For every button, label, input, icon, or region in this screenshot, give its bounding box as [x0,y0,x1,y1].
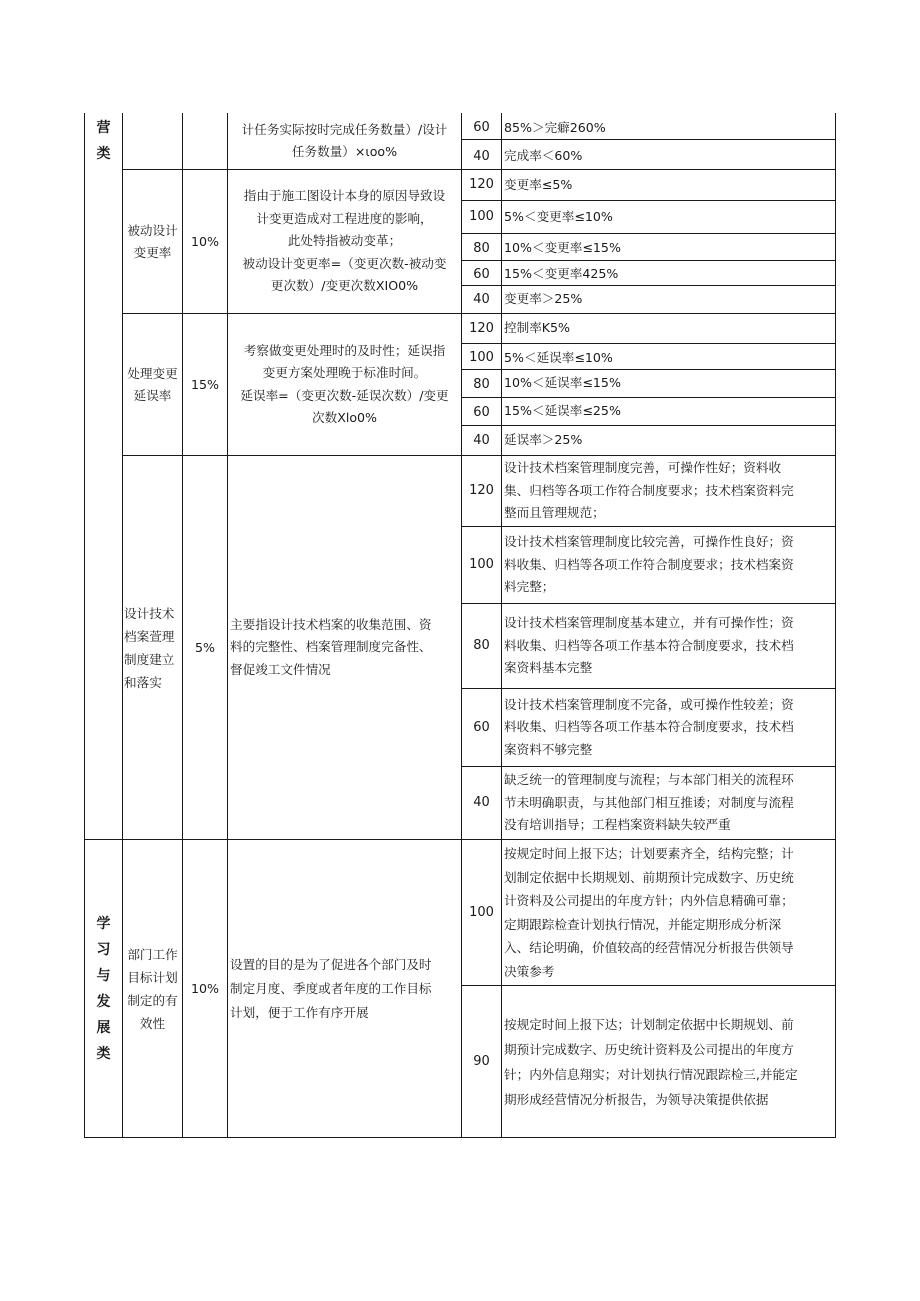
indicator-name: 设计技术 档案萱理 制度建立 和落实 [124,605,175,690]
score-value: 120 [469,483,494,498]
score-standard: 10%＜变更率≤15% [504,240,621,256]
indicator-description: 计任务实际按时完成任务数量）/设计 任务数量）×ιoo% [241,121,448,159]
score-standard: 控制率K5% [504,320,571,336]
indicator-weight: 5% [195,639,215,655]
score-standard: 15%＜延误率≤25% [504,403,621,419]
score-value: 60 [473,120,490,135]
indicator-weight: 10% [191,980,219,996]
indicator-weight: 15% [191,376,219,392]
indicator-description: 设置的目的是为了促进各个部门及时 制定月度、季度或者年度的工作目标 计划，便于工作有序开展 [230,956,432,1020]
category-operations: 营 类 [96,120,111,162]
score-standard: 变更率＞25% [504,291,583,307]
table-border-bottom [84,1137,836,1138]
indicator-description: 考察做变更处理时的及时性；延误指 变更方案处理晚于标准时间。 延误率=（变更次数-延误次数）/变更 次数Xlo0% [240,342,449,425]
score-value: 40 [473,432,490,448]
score-standard: 5%＜变更率≤10% [504,208,613,224]
score-value: 60 [473,266,490,282]
score-standard: 85%＞完癖260% [504,119,606,135]
indicator-name: 被动设计 变更率 [127,222,178,260]
score-value: 80 [473,638,490,653]
category-learning-development: 学 习 与 发 展 类 [96,915,111,1062]
indicator-description: 指由于施工图设计本身的原因导致设 计变更造成对工程进度的影响， 此处特指被动变革； 被动设计变更率=（变更次数-被动变 更次数）/变更次数XIO0% [242,188,447,294]
score-standard: 按规定时间上报下达；计划要素齐全，结构完整；计 划制定依据中长期规划、前期预计完成数字、历史统 计资料及公司提出的年度方针；内外信息精确可靠； 定期跟踪检查计划执行情况，并能定期形成分析深 入、结论明确，价值较高的经营情况分析报告供领导 决策参考 [504,846,794,979]
score-value: 60 [473,719,490,735]
score-value: 90 [473,1053,490,1069]
score-value: 120 [469,177,494,192]
indicator-name: 部门工作 目标计划 制定的有 效性 [127,946,178,1031]
score-standard: 设计技术档案管理制度比较完善，可操作性良好；资 料收集、归档等各项工作符合制度要求；技术档案资 料完整； [504,534,794,595]
score-standard: 完成率＜60% [504,148,583,164]
score-value: 40 [473,148,490,164]
score-value: 40 [473,795,490,810]
score-standard: 设计技术档案管理制度完善，可操作性好；资料收 集、归档等各项工作符合制度要求；技术档案资料完 整而且管理规范； [504,460,794,521]
score-standard: 5%＜延误率≤10% [504,349,613,365]
score-value: 120 [469,320,494,336]
indicator-name: 处理变更 延误率 [127,365,178,403]
score-value: 100 [469,904,494,920]
score-standard: 设计技术档案管理制度基本建立，并有可操作性；资 料收集、归档等各项工作基本符合制度要求，技术档 案资料基本完整 [504,615,794,676]
score-value: 100 [469,350,494,365]
score-value: 80 [473,377,490,392]
score-standard: 设计技术档案管理制度不完备，或可操作性较差；资 料收集、归档等各项工作基本符合制度要求，技术档 案资料不够完整 [504,696,794,757]
score-value: 40 [473,291,490,307]
score-standard: 缺乏统一的管理制度与流程；与本部门相关的流程环 节未明确职责，与其他部门相互推诿；对制度与流程 没有培训指导；工程档案资料缺失较严重 [504,772,794,833]
score-value: 80 [473,240,490,256]
indicator-description: 主要指设计技术档案的收集范围、资 料的完整性、档案管理制度完备性、 督促竣工文件情况 [230,616,432,677]
indicator-weight: 10% [191,233,219,249]
score-standard: 变更率≤5% [504,176,573,192]
score-standard: 延误率＞25% [504,432,583,448]
score-value: 100 [469,209,494,224]
score-value: 100 [469,557,494,572]
score-value: 60 [473,405,490,420]
score-standard: 10%＜延误率≤15% [504,375,621,391]
score-standard: 按规定时间上报下达；计划制定依据中长期规划、前 期预计完成数字、历史统计资料及公司提出的年度方 针；内外信息翔实；对计划执行情况跟踪检三,并能定 期形成经营情况分析报告，为领导决策提供依据 [504,1016,798,1107]
score-standard: 15%＜变更率425% [504,266,619,282]
